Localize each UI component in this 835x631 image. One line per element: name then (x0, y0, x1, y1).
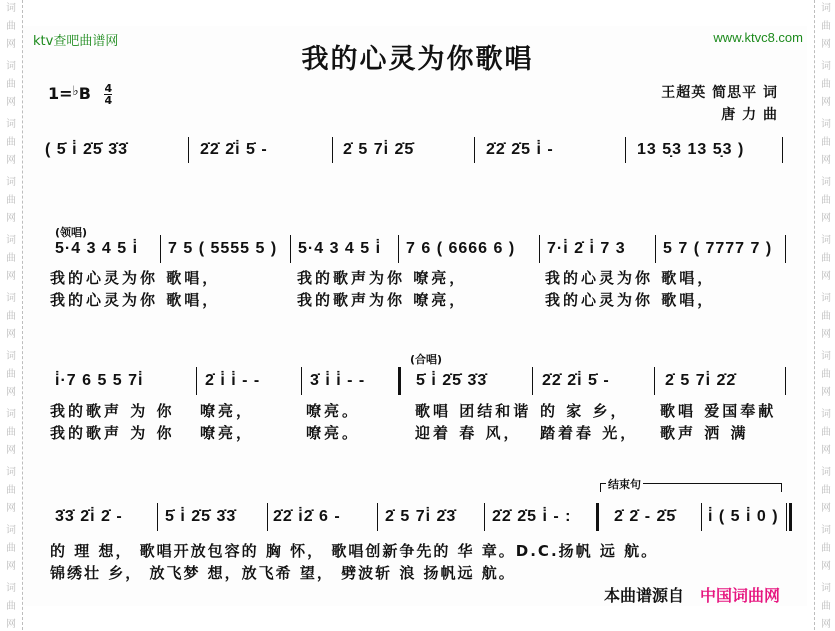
barline (655, 235, 656, 263)
right-watermark-strip (814, 0, 835, 630)
v3-measure-5: 2̇2̇ 2̇5 i̇ - : (492, 508, 572, 525)
key-signature (48, 83, 112, 106)
watermark-char: 曲 (821, 79, 831, 90)
watermark-char: 网 (821, 97, 831, 108)
barline (267, 503, 268, 531)
barline (532, 367, 533, 395)
barline (484, 503, 485, 531)
barline (782, 137, 783, 163)
watermark-char: 曲 (821, 311, 831, 322)
barline (785, 367, 786, 395)
v1-measure-4: 7 6 ( 6666 6 ) (406, 240, 516, 257)
watermark-char: 网 (821, 39, 831, 50)
v3-measure-6: 2̇ 2̇ - 2̇5̇ (614, 508, 677, 525)
watermark-char: 曲 (6, 253, 16, 264)
watermark-char: 词 (821, 583, 831, 594)
watermark-char: 曲 (6, 485, 16, 496)
v2-lyric2-e: 踏着春 光， (540, 424, 639, 442)
composer-credit: 唐 力 曲 (721, 107, 778, 123)
barline (654, 367, 655, 395)
lyricist-credit: 王超英 简思平 词 (661, 85, 778, 101)
watermark-char: 曲 (6, 543, 16, 554)
watermark-char: 曲 (821, 601, 831, 612)
repeat-start-barline (398, 367, 401, 395)
watermark-char: 曲 (6, 369, 16, 380)
final-barline-thin (786, 503, 787, 531)
key-note: B (78, 84, 91, 103)
song-title: 我的心灵为你歌唱 (301, 44, 534, 75)
watermark-char: 曲 (6, 79, 16, 90)
watermark-char: 词 (6, 177, 16, 188)
watermark-char: 网 (6, 97, 16, 108)
watermark-char: 词 (6, 525, 16, 536)
watermark-char: 曲 (6, 195, 16, 206)
intro-measure-1: ( 5̇ i̇ 2̇5̇ 3̇3̇ (45, 141, 129, 158)
time-denominator: 4 (104, 94, 113, 107)
watermark-char: 词 (6, 293, 16, 304)
watermark-char: 词 (6, 61, 16, 72)
source-credit (604, 583, 780, 606)
watermark-char: 网 (821, 213, 831, 224)
v1-lyric2-c: 我的心灵为你 歌唱， (545, 291, 716, 309)
v2-lyric1-f: 歌唱 爱国奉献 (660, 402, 777, 420)
v2-measure-1: i̇·7 6 5 5 7i̇ (55, 372, 144, 389)
site-name-left: ktv查吧曲谱网 (33, 34, 119, 49)
watermark-char: 词 (6, 409, 16, 420)
site-url-right: www.ktvc8.com (713, 30, 803, 45)
watermark-char: 曲 (821, 253, 831, 264)
ending-label: 结束句 (608, 478, 641, 491)
watermark-char: 词 (821, 177, 831, 188)
barline (785, 235, 786, 263)
watermark-char: 网 (821, 445, 831, 456)
v3-measure-2: 5̇ i̇ 2̇5̇ 3̇3̇ (165, 508, 237, 525)
barline (157, 503, 158, 531)
v2-lyric2-a: 我的歌声 为 你 (50, 424, 175, 442)
watermark-char: 词 (821, 235, 831, 246)
watermark-char: 词 (6, 3, 16, 14)
intro-measure-4: 2̇2̇ 2̇5 i̇ - (486, 141, 554, 158)
v2-measure-2: 2̇ i̇ i̇ - - (205, 372, 261, 389)
source-brand-link[interactable]: 中国词曲网 (700, 586, 781, 605)
final-barline-thick (789, 503, 792, 531)
watermark-char: 网 (6, 329, 16, 340)
v3-measure-7: i̇ ( 5 i̇ 0 ) (708, 508, 779, 525)
watermark-char: 网 (6, 387, 16, 398)
v2-measure-5: 2̇2̇ 2̇i̇ 5̇ - (542, 372, 610, 389)
watermark-char: 词 (6, 351, 16, 362)
watermark-char: 曲 (6, 427, 16, 438)
watermark-char: 网 (6, 503, 16, 514)
v2-lyric2-b: 嘹亮， (200, 424, 255, 442)
watermark-char: 曲 (821, 485, 831, 496)
watermark-char: 网 (821, 561, 831, 572)
v3-lyric-1: 的 理 想， 歌唱开放包容的 胸 怀， 歌唱创新争先的 华 章。D.C.扬帆 远 航。 (50, 542, 659, 560)
watermark-char: 词 (821, 467, 831, 478)
watermark-char: 网 (6, 155, 16, 166)
v2-lyric2-c: 嘹亮。 (306, 424, 361, 442)
watermark-char: 曲 (6, 21, 16, 32)
watermark-char: 曲 (821, 137, 831, 148)
watermark-char: 网 (821, 503, 831, 514)
watermark-char: 网 (821, 619, 831, 630)
watermark-char: 网 (6, 213, 16, 224)
barline (474, 137, 475, 163)
v2-measure-6: 2̇ 5 7i̇ 2̇2̇ (665, 372, 737, 389)
v1-lyric1-a: 我的心灵为你 歌唱， (50, 269, 221, 287)
watermark-char: 词 (821, 525, 831, 536)
watermark-char: 曲 (821, 427, 831, 438)
v2-lyric1-c: 嘹亮。 (306, 402, 361, 420)
watermark-char: 网 (6, 619, 16, 630)
barline (301, 367, 302, 395)
watermark-char: 词 (6, 235, 16, 246)
v2-lyric1-e: 的 家 乡， (540, 402, 629, 420)
barline (290, 235, 291, 263)
barline (398, 235, 399, 263)
intro-measure-2: 2̇2̇ 2̇i̇ 5̇ - (200, 141, 268, 158)
watermark-char: 曲 (821, 195, 831, 206)
time-signature (104, 83, 112, 106)
barline (539, 235, 540, 263)
v1-lyric1-b: 我的歌声为你 嘹亮， (297, 269, 468, 287)
left-watermark-strip (0, 0, 23, 630)
flat-icon: ♭ (72, 84, 79, 99)
watermark-char: 网 (6, 39, 16, 50)
v3-measure-3: 2̇2̇ i̇2̇ 6 - (273, 508, 341, 525)
v2-lyric2-d: 迎着 春 风， (415, 424, 522, 442)
intro-measure-3: 2̇ 5 7i̇ 2̇5̇ (343, 141, 415, 158)
watermark-char: 曲 (6, 601, 16, 612)
watermark-char: 网 (6, 445, 16, 456)
v2-lyric1-d: 歌唱 团结和谐 (415, 402, 532, 420)
v1-lyric2-a: 我的心灵为你 歌唱， (50, 291, 221, 309)
watermark-char: 词 (6, 583, 16, 594)
v2-measure-4: 5̇ i̇ 2̇5̇ 3̇3̇ (416, 372, 488, 389)
watermark-char: 曲 (821, 369, 831, 380)
v2-lyric1-a: 我的歌声 为 你 (50, 402, 175, 420)
v1-measure-6: 5 7 ( 7777 7 ) (663, 240, 773, 257)
barline (701, 503, 702, 531)
v1-lyric2-b: 我的歌声为你 嘹亮， (297, 291, 468, 309)
watermark-char: 词 (6, 467, 16, 478)
watermark-char: 词 (6, 119, 16, 130)
barline (160, 235, 161, 263)
v3-measure-1: 3̇3̇ 2̇i̇ 2̇ - (55, 508, 123, 525)
watermark-char: 词 (821, 409, 831, 420)
watermark-char: 词 (821, 293, 831, 304)
barline (625, 137, 626, 163)
watermark-char: 词 (821, 61, 831, 72)
key-tonic: 1= (48, 84, 73, 103)
v1-measure-2: 7 5 ( 5555 5 ) (168, 240, 278, 257)
v1-measure-1: 5·4 3 4 5 i̇ (55, 240, 139, 257)
watermark-char: 曲 (6, 137, 16, 148)
v3-lyric-2: 锦绣壮 乡， 放飞梦 想，放飞希 望， 劈波斩 浪 扬帆远 航。 (50, 564, 516, 582)
barline (377, 503, 378, 531)
watermark-char: 曲 (821, 543, 831, 554)
watermark-char: 词 (821, 351, 831, 362)
part-label-chorus: (合唱) (410, 353, 443, 366)
watermark-char: 网 (821, 387, 831, 398)
watermark-char: 网 (821, 155, 831, 166)
watermark-char: 网 (6, 271, 16, 282)
watermark-char: 曲 (6, 311, 16, 322)
watermark-char: 网 (821, 271, 831, 282)
part-label-lead: (领唱) (55, 226, 88, 239)
v2-lyric2-f: 歌声 洒 满 (660, 424, 749, 442)
v3-measure-4: 2̇ 5 7i̇ 2̇3̇ (385, 508, 457, 525)
v2-lyric1-b: 嘹亮， (200, 402, 255, 420)
barline (196, 367, 197, 395)
v1-measure-3: 5·4 3 4 5 i̇ (298, 240, 382, 257)
watermark-char: 词 (821, 119, 831, 130)
watermark-char: 词 (821, 3, 831, 14)
v1-lyric1-c: 我的心灵为你 歌唱， (545, 269, 716, 287)
barline (332, 137, 333, 163)
time-numerator: 4 (104, 82, 113, 95)
watermark-char: 曲 (821, 21, 831, 32)
repeat-end-barline (596, 503, 599, 531)
watermark-char: 网 (6, 561, 16, 572)
source-label: 本曲谱源自 (604, 586, 685, 605)
barline (188, 137, 189, 163)
intro-measure-5: 13 5̣3 13 5̣3 ) (637, 141, 745, 158)
watermark-char: 网 (821, 329, 831, 340)
v2-measure-3: 3̇ i̇ i̇ - - (310, 372, 366, 389)
v1-measure-5: 7·i̇ 2̇ i̇ 7 3 (547, 240, 626, 257)
